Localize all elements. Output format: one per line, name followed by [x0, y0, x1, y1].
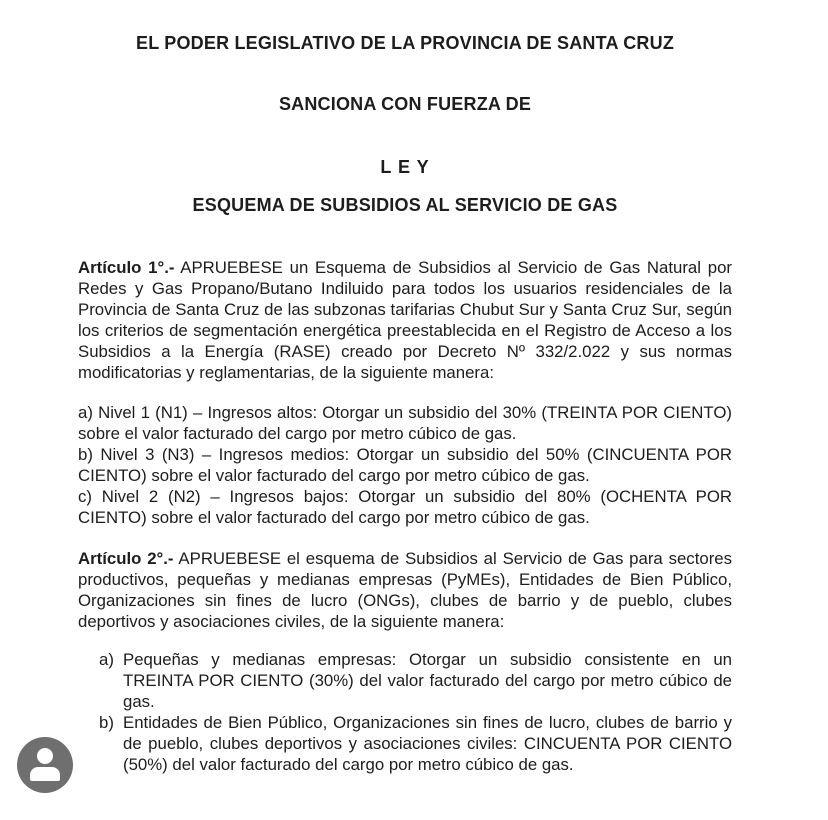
- avatar[interactable]: [17, 737, 73, 793]
- legislature-heading: EL PODER LEGISLATIVO DE LA PROVINCIA DE SANTA CRUZ: [135, 33, 675, 53]
- article-2-items: [78, 649, 732, 775]
- list-item: b) Nivel 3 (N3) – Ingresos medios: Otorgar un subsidio del 50% (CINCUENTA POR CIENTO) sobre el valor facturado del cargo por metro cúbico de gas.: [78, 445, 732, 485]
- list-item: c) Nivel 2 (N2) – Ingresos bajos: Otorgar un subsidio del 80% (OCHENTA POR CIENTO) sobre el valor facturado del cargo por metro cúbico de gas.: [78, 487, 732, 527]
- subject-heading: ESQUEMA DE SUBSIDIOS AL SERVICIO DE GAS: [192, 195, 618, 215]
- list-item-marker: b): [99, 713, 114, 732]
- list-item: [78, 712, 732, 775]
- list-item-marker: a): [99, 650, 114, 669]
- article-1-items: [78, 402, 732, 528]
- article-1-paragraph: [78, 257, 732, 383]
- article-2-label: Artículo 2°.-: [78, 549, 174, 568]
- list-item-text: Pequeñas y medianas empresas: Otorgar un subsidio consistente en un TREINTA POR CIENTO (30%) del valor facturado del cargo por metro cúbico de gas.: [123, 650, 732, 711]
- list-item-text: Entidades de Bien Público, Organizaciones sin fines de lucro, clubes de barrio y de pueblo, clubes deportivos y asociaciones civiles: CINCUENTA POR CIENTO (50%) del valor facturado del cargo por metro cúbico de gas.: [123, 713, 732, 774]
- person-icon: [17, 737, 73, 793]
- article-2-paragraph: [78, 548, 732, 632]
- list-item: a) Nivel 1 (N1) – Ingresos altos: Otorgar un subsidio del 30% (TREINTA POR CIENTO) sobre el valor facturado del cargo por metro cúbico de gas.: [78, 403, 732, 443]
- list-item: [78, 649, 732, 712]
- article-1-label: Artículo 1°.-: [78, 258, 175, 277]
- sanction-heading: SANCIONA CON FUERZA DE: [278, 94, 532, 114]
- article-1-body: APRUEBESE un Esquema de Subsidios al Servicio de Gas Natural por Redes y Gas Propano/Butano Indiluido para todos los usuarios residenciales de la Provincia de Santa Cruz de las subzonas tarifarias Chubut Sur y Santa Cruz Sur, según los criterios de segmentación energética preestablecida en el Registro de Acceso a los Subsidios a la Energía (RASE) creado por Decreto Nº 332/2.022 y sus normas modificatorias y reglamentarias, de la siguiente manera:: [78, 258, 732, 382]
- article-2-body: APRUEBESE el esquema de Subsidios al Servicio de Gas para sectores productivos, pequeñas y medianas empresas (PyMEs), Entidades de Bien Público, Organizaciones sin fines de lucro (ONGs), clubes de barrio y de pueblo, clubes deportivos y asociaciones civiles, de la siguiente manera:: [78, 549, 733, 631]
- law-heading: L E Y: [380, 157, 430, 177]
